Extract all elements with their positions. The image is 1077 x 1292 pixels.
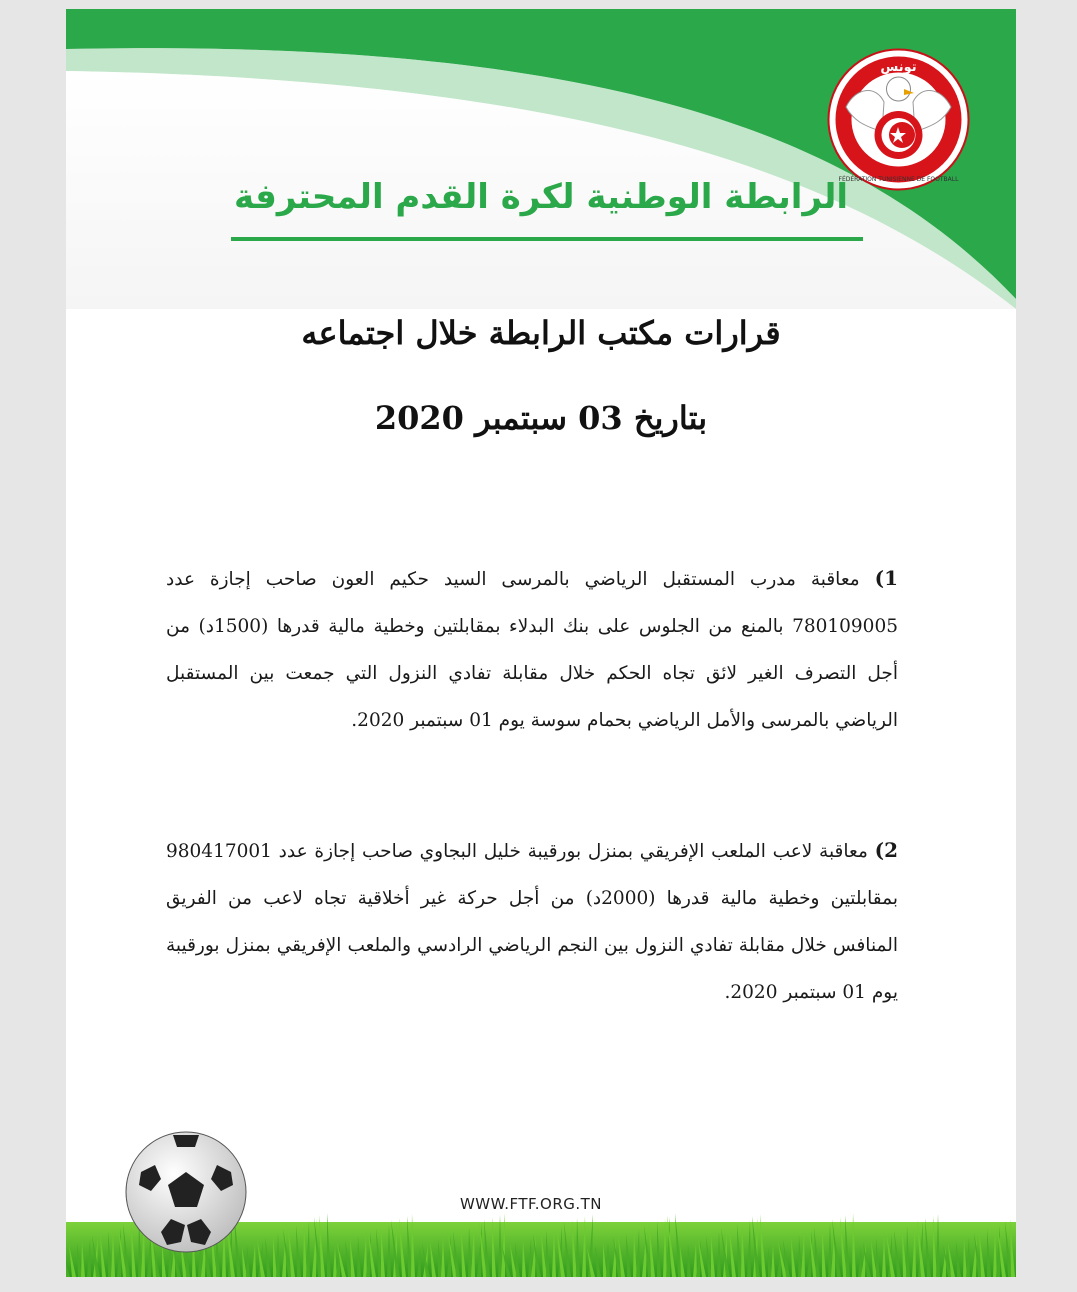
soccer-ball-icon	[121, 1127, 251, 1257]
document-date: بتاريخ 03 سبتمبر 2020	[374, 399, 708, 437]
decision-number: 2)	[874, 838, 898, 862]
ftf-logo	[826, 47, 971, 192]
website-url: WWW.FTF.ORG.TN	[459, 1195, 603, 1213]
document-page	[66, 9, 1016, 1277]
document-title: قرارات مكتب الرابطة خلال اجتماعه	[301, 314, 781, 352]
decision-text: معاقبة مدرب المستقبل الرياضي بالمرسى السيد حكيم العون صاحب إجازة عدد 780109005 بالمنع من الجلوس على بنك البدلاء بمقابلتين وخطية مالية قدرها (1500د) من أجل التصرف الغير لائق تجاه الحكم خلال مقابلة تفادي النزول التي جمعت بين المستقبل الرياضي بالمرسى والأمل الرياضي بحمام سوسة يوم 01 سبتمبر 2020.	[166, 569, 898, 731]
logo-ring-text: FÉDÉRATION TUNISIENNE DE FOOTBALL	[838, 176, 959, 183]
league-name-underline	[231, 237, 863, 241]
decision-text: معاقبة لاعب الملعب الإفريقي بمنزل بورقيبة خليل البجاوي صاحب إجازة عدد 980417001 بمقابلتين وخطية مالية قدرها (2000د) من أجل حركة غير أخلاقية تجاه لاعب من الفريق المنافس خلال مقابلة تفادي النزول بين النجم الرياضي الرادسي والملعب الإفريقي بمنزل بورقيبة يوم 01 سبتمبر 2020.	[166, 841, 898, 1003]
decision-number: 1)	[874, 566, 898, 590]
league-name: الرابطة الوطنية لكرة القدم المحترفة	[233, 177, 849, 217]
decision-item-1	[166, 555, 898, 744]
logo-title: تونس	[880, 60, 917, 75]
decision-item-2	[166, 827, 898, 1016]
